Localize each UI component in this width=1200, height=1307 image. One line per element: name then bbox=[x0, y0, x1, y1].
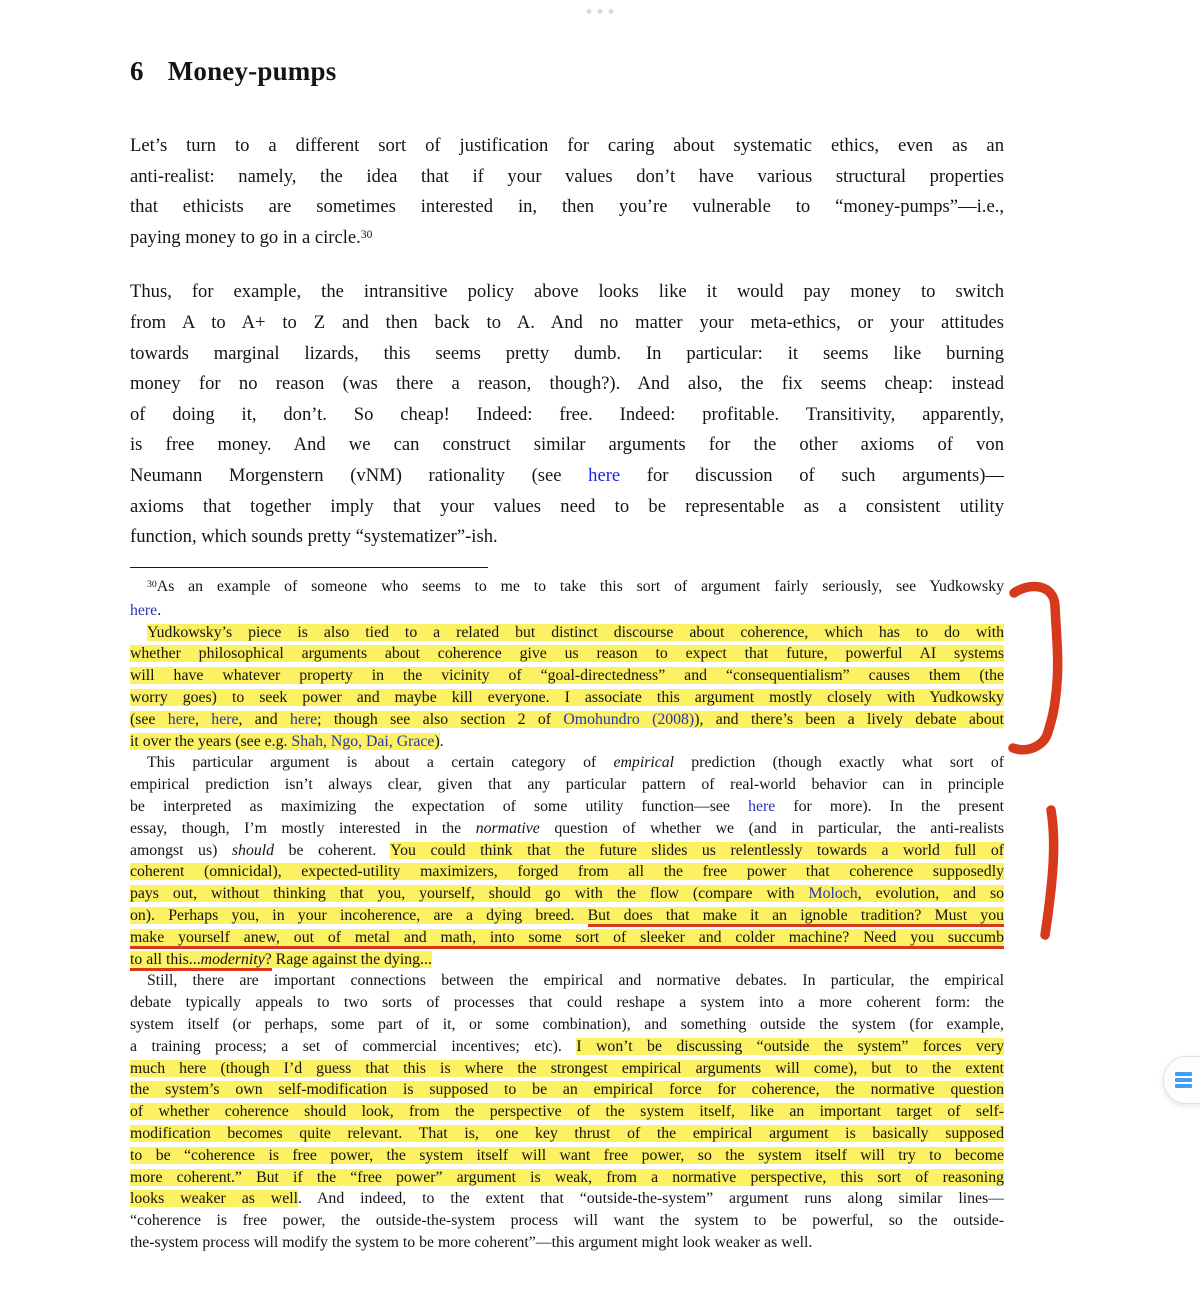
text-span: to be “coherence is free power, the system itself will want free power, so the system itself will try to become bbox=[130, 1146, 1004, 1164]
section-heading bbox=[130, 56, 1004, 87]
text-span: essay, though, I’m mostly interested in the bbox=[130, 819, 476, 837]
text-span: will have whatever property in the vicinity of “goal-directedness” and “consequentialism” causes them (the bbox=[130, 667, 1004, 685]
text-line bbox=[130, 709, 1004, 731]
text-span: that ethicists are sometimes interested in, then you’re vulnerable to “money-pumps”—i.e., bbox=[130, 196, 1004, 218]
text-line bbox=[130, 430, 1004, 461]
text-line bbox=[130, 1014, 1004, 1036]
text-span: “coherence is free power, the outside-the-system process will want the system to be powerful, so the outside- bbox=[130, 1212, 1004, 1230]
text-line bbox=[130, 643, 1004, 665]
footnote-block bbox=[130, 576, 1004, 1254]
text-line bbox=[130, 992, 1004, 1014]
text-span: from A to A+ to Z and then back to A. And no matter your meta-ethics, or your attitudes bbox=[130, 311, 1004, 333]
text-link[interactable]: here bbox=[130, 601, 158, 619]
text-span: money for no reason (was there a reason, though?). And also, the fix seems cheap: instead bbox=[130, 373, 1004, 395]
text-span: ? bbox=[265, 951, 272, 971]
text-span: Thus, for example, the intransitive policy above looks like it would pay money to switch bbox=[130, 281, 1004, 303]
text-span: is free money. And we can construct similar arguments for the other axioms of von bbox=[130, 434, 1004, 456]
ellipsis-dots-icon bbox=[587, 9, 614, 14]
body-text bbox=[130, 131, 1004, 575]
text-line bbox=[130, 731, 1004, 753]
text-line bbox=[130, 1058, 1004, 1080]
text-link[interactable]: here bbox=[167, 710, 195, 728]
text-span: more coherent.” But if the “free power” argument is weak, from a normative perspective, this sort of reasoning bbox=[130, 1168, 1004, 1186]
paragraph bbox=[130, 576, 1004, 622]
section-title: Money-pumps bbox=[167, 56, 337, 86]
text-span: the system’s own self-modification is supposed to be an empirical force for coherence, the normative question bbox=[130, 1081, 1004, 1099]
text-span: for discussion of such arguments)— bbox=[620, 464, 1004, 486]
text-line bbox=[130, 1210, 1004, 1232]
text-span: modification becomes quite relevant. That is, one key thrust of the empirical argument is basically supposed bbox=[130, 1124, 1004, 1142]
paragraph bbox=[130, 752, 1004, 970]
text-line bbox=[130, 970, 1004, 992]
text-line bbox=[130, 1123, 1004, 1145]
text-line bbox=[130, 1145, 1004, 1167]
text-span: much here (though I’d guess that this is where the strongest empirical arguments will come), but to the extent bbox=[130, 1059, 1004, 1077]
text-span: the-system process will modify the system to be more coherent”—this argument might look weaker as well. bbox=[130, 1233, 813, 1251]
text-span: I won’t be discussing “outside the system” forces very bbox=[576, 1037, 1004, 1055]
text-span: Rage against the dying... bbox=[271, 950, 432, 968]
text-line bbox=[130, 1188, 1004, 1210]
text-link[interactable]: Omohundro (2008) bbox=[563, 710, 695, 728]
text-span: prediction (though exactly what sort of bbox=[674, 754, 1004, 772]
text-link[interactable]: here bbox=[588, 464, 621, 486]
text-span: ), and there’s been a lively debate about bbox=[694, 710, 1004, 728]
text-span: be coherent. bbox=[274, 841, 391, 859]
text-span: for more). In the present bbox=[775, 797, 1004, 815]
paragraph bbox=[130, 277, 1004, 552]
text-line bbox=[130, 905, 1004, 927]
text-line bbox=[130, 752, 1004, 774]
text-span: Let’s turn to a different sort of justification for caring about systematic ethics, even as an bbox=[130, 135, 1004, 156]
text-span: towards marginal lizards, this seems pretty dumb. In particular: it seems like burning bbox=[130, 342, 1004, 364]
text-span: 30 bbox=[360, 228, 373, 241]
text-span: amongst us) bbox=[130, 841, 232, 859]
text-span: looks weaker as well bbox=[130, 1190, 298, 1208]
text-line bbox=[130, 665, 1004, 687]
text-line bbox=[130, 1079, 1004, 1101]
text-line bbox=[130, 576, 1004, 600]
text-line bbox=[130, 796, 1004, 818]
text-span: question of whether we (and in particular, the anti-realists bbox=[539, 819, 1004, 837]
text-line bbox=[130, 1167, 1004, 1189]
text-span: . bbox=[439, 732, 444, 750]
section-number: 6 bbox=[130, 56, 144, 86]
text-line bbox=[130, 131, 1004, 162]
text-span: on). Perhaps you, in your incoherence, are a dying breed. bbox=[130, 906, 588, 924]
text-line bbox=[130, 308, 1004, 339]
text-span: pays out, without thinking that you, yourself, should go with the flow (compare with bbox=[130, 885, 809, 903]
text-span: But does that make it an ignoble tradition? Must you bbox=[588, 907, 1004, 927]
footnote-rule bbox=[130, 567, 488, 568]
text-line bbox=[130, 1036, 1004, 1058]
red-stroke-annotation bbox=[1030, 800, 1064, 945]
text-line bbox=[130, 277, 1004, 308]
text-span: debate typically appeals to two sorts of processes that could reshape a system into a more coherent form: the bbox=[130, 994, 1004, 1012]
text-line bbox=[130, 622, 1004, 644]
text-line bbox=[130, 861, 1004, 883]
text-span: ) bbox=[434, 732, 440, 750]
text-link[interactable]: here bbox=[748, 797, 776, 815]
text-span: paying money to go in a circle. bbox=[130, 226, 361, 248]
red-bracket-annotation bbox=[1000, 579, 1072, 765]
text-span: system itself (or perhaps, some part of it, or some combination), and something outside the system (for example, bbox=[130, 1015, 1004, 1033]
text-line bbox=[130, 883, 1004, 905]
text-line bbox=[130, 339, 1004, 370]
text-span: Still, there are important connections between the empirical and normative debates. In particular, the empirical bbox=[147, 972, 1004, 990]
text-span: to all this... bbox=[130, 951, 201, 971]
text-span: coherent (omnicidal), expected-utility maximizers, forged from all the free power that coherence supposedly bbox=[130, 863, 1004, 881]
text-span: a training process; a set of commercial incentives; etc). bbox=[130, 1037, 577, 1055]
text-span: worry goes) to seek power and maybe kill everyone. I associate this argument mostly closely with Yudkowsky bbox=[130, 688, 1004, 706]
text-span: make yourself anew, out of metal and math, into some sort of sleeker and colder machine? Need you succumb bbox=[130, 929, 1004, 949]
text-line bbox=[130, 162, 1004, 193]
text-span: , bbox=[194, 710, 212, 728]
text-span: of whether coherence should look, from the perspective of the system itself, like an important target of self- bbox=[130, 1103, 1004, 1121]
text-span: empirical prediction isn’t always clear, given that any particular pattern of real-world behavior can in principle bbox=[130, 776, 1004, 794]
text-span: Neumann Morgenstern (vNM) rationality (see bbox=[130, 464, 589, 486]
text-line bbox=[130, 687, 1004, 709]
text-line bbox=[130, 774, 1004, 796]
text-span: modernity bbox=[201, 951, 265, 971]
text-span: You could think that the future slides us relentlessly towards a world full of bbox=[390, 841, 1005, 859]
text-span: This particular argument is about a certain category of bbox=[147, 754, 614, 772]
text-span: anti-realist: namely, the idea that if your values don’t have various structural properties bbox=[130, 165, 1004, 187]
text-span: . And indeed, to the extent that “outside-the-system” argument runs along similar lines— bbox=[298, 1190, 1004, 1208]
text-link[interactable]: Shah, Ngo, Dai, Grace bbox=[291, 732, 435, 750]
text-link[interactable]: here bbox=[289, 710, 318, 728]
paragraph bbox=[130, 131, 1004, 255]
text-line bbox=[130, 840, 1004, 862]
menu-button[interactable] bbox=[1163, 1056, 1200, 1104]
text-span: As an example of someone who seems to me to take this sort of argument fairly seriously, see Yudkowsky bbox=[156, 578, 1004, 595]
text-link[interactable]: here bbox=[211, 710, 239, 728]
text-line bbox=[130, 461, 1004, 492]
text-span: it over the years (see e.g. bbox=[130, 732, 292, 750]
paragraph bbox=[130, 622, 1004, 753]
text-line bbox=[130, 369, 1004, 400]
text-line bbox=[130, 400, 1004, 431]
text-line bbox=[130, 600, 1004, 622]
text-line bbox=[130, 1232, 1004, 1254]
text-span: (see bbox=[130, 710, 168, 728]
text-span: should bbox=[231, 841, 275, 859]
text-span: . bbox=[157, 601, 162, 619]
hamburger-menu-icon bbox=[1175, 1072, 1192, 1087]
text-line bbox=[130, 522, 1004, 553]
text-line bbox=[130, 192, 1004, 223]
text-span: function, which sounds pretty “systematizer”-ish. bbox=[130, 526, 498, 548]
text-span: Yudkowsky’s piece is also tied to a related but distinct discourse about coherence, which has to do with bbox=[147, 623, 1004, 641]
text-line bbox=[130, 927, 1004, 949]
text-span: ; though see also section 2 of bbox=[317, 710, 564, 728]
paragraph bbox=[130, 970, 1004, 1253]
text-span: normative bbox=[475, 819, 540, 837]
text-span: of doing it, don’t. So cheap! Indeed: free. Indeed: profitable. Transitivity, apparently, bbox=[130, 403, 1004, 425]
text-span: axioms that together imply that your values need to be representable as a consistent utility bbox=[130, 495, 1004, 517]
text-line bbox=[130, 1101, 1004, 1123]
text-line bbox=[130, 223, 1004, 256]
text-span: empirical bbox=[613, 754, 675, 772]
text-span: 30 bbox=[147, 578, 157, 590]
text-span: be interpreted as maximizing the expectation of some utility function—see bbox=[130, 797, 749, 815]
text-link[interactable]: Moloch bbox=[808, 885, 858, 903]
text-line bbox=[130, 949, 1004, 971]
text-line bbox=[130, 818, 1004, 840]
text-span: , and bbox=[238, 710, 290, 728]
text-span: , evolution, and so bbox=[857, 885, 1004, 903]
text-span: whether philosophical arguments about coherence give us reason to expect that future, powerful AI systems bbox=[130, 645, 1004, 663]
text-line bbox=[130, 492, 1004, 523]
